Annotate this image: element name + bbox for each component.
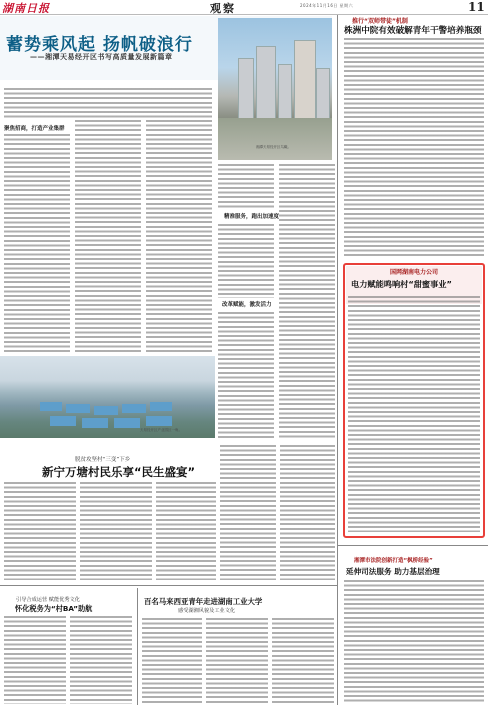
article-column: [344, 580, 484, 702]
district-photo: [218, 18, 332, 160]
story-kicker: 推行“双师带徒”机制: [352, 18, 408, 25]
article-column: [280, 445, 335, 580]
article-column: [220, 445, 276, 580]
article-column: [279, 164, 335, 440]
subsection-title: 精准服务，跑出加速度: [224, 214, 280, 220]
highlight-kicker: 国网湖南电力公司: [390, 269, 439, 276]
highlight-headline: 电力赋能鸣响村“甜蜜事业”: [351, 279, 452, 289]
story-kicker: 湘潭市法院创新打造“枫桥经验”: [354, 558, 433, 564]
page-number: 11: [468, 0, 485, 14]
article-column: [146, 120, 212, 352]
section-title: 观察: [210, 2, 236, 15]
article-column: [142, 618, 202, 704]
page-date: 2024年11月16日 星期六: [300, 3, 354, 8]
article-column: [156, 482, 216, 580]
newspaper-logo: 湖南日报: [2, 2, 50, 15]
article-column: [272, 618, 334, 704]
article-column: [218, 164, 274, 209]
lede-paragraph: [4, 88, 212, 118]
article-column: [218, 224, 274, 298]
column-divider: [337, 15, 338, 705]
industrial-park-photo: [0, 356, 215, 438]
article-column: [4, 616, 66, 704]
masthead: [0, 0, 488, 15]
article-column: [75, 120, 141, 352]
story-kicker: 脱贫攻坚村“三变”下乡: [75, 457, 131, 463]
story-kicker: 感受湖湘风貌及工业文化: [178, 608, 236, 614]
subsection-title: 聚焦招商，打造产业集群: [4, 126, 65, 132]
story-kicker: 引导合成运营 赋能优秀文化: [16, 597, 80, 603]
article-column: [348, 296, 480, 532]
main-subhead: ——湘潭天易经开区书写高质量发展新篇章: [30, 53, 173, 61]
story-headline: 新宁万塘村民乐享“民生盛宴”: [42, 465, 196, 479]
article-column: [344, 38, 484, 258]
subsection-title: 改革赋能，激发活力: [222, 302, 272, 308]
story-headline: 株洲中院有效破解青年干警培养瓶颈: [344, 26, 482, 36]
article-column: [4, 482, 76, 580]
article-column: [206, 618, 268, 704]
photo-caption: 天易经开区产业园区一角。: [140, 428, 182, 432]
story-headline: 怀化税务为“村BA”助航: [15, 604, 93, 613]
story-headline: 百名马来西亚青年走进湖南工业大学: [144, 597, 263, 606]
article-column: [4, 134, 70, 352]
column-divider: [137, 588, 138, 705]
row-divider: [338, 545, 488, 546]
article-column: [70, 616, 132, 704]
photo-caption: 湘潭天易经开区鸟瞰。: [256, 145, 291, 149]
main-headline: 蓄势乘风起 扬帆破浪行: [6, 35, 193, 55]
article-column: [80, 482, 152, 580]
row-divider: [0, 585, 337, 586]
story-headline: 延伸司法服务 助力基层治理: [346, 567, 440, 576]
article-column: [218, 312, 274, 440]
